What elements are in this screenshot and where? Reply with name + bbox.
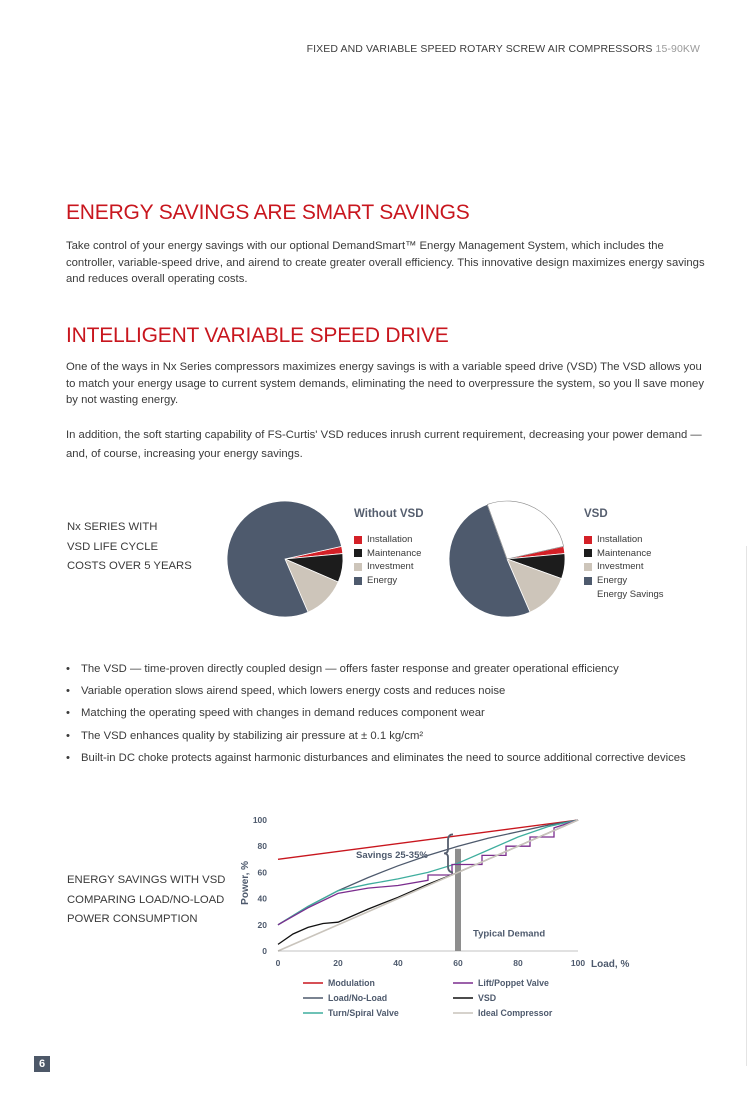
x-tick-label: 80	[513, 958, 523, 968]
x-tick-label: 60	[453, 958, 463, 968]
legend-item-investment	[354, 560, 421, 574]
legend-label: Installation	[597, 534, 643, 546]
page-number: 6	[34, 1056, 50, 1072]
legend-item-installation	[584, 533, 664, 547]
y-tick-label: 80	[257, 841, 267, 852]
legend-item-maintenance	[354, 547, 421, 561]
bullet-dot: •	[66, 685, 70, 698]
x-tick-label: 100	[570, 958, 586, 968]
energy-savings-heading: ENERGY SAVINGS ARE SMART SAVINGS	[66, 201, 470, 224]
legend-label-turn-spiral-valve: Turn/Spiral Valve	[328, 1008, 399, 1018]
pie-chart-without-vsd	[220, 494, 350, 624]
y-tick-label: 0	[262, 946, 267, 956]
header-title: FIXED AND VARIABLE SPEED ROTARY SCREW AIR COMPRESSORS	[306, 43, 653, 55]
y-tick-label: 100	[252, 815, 267, 825]
legend-swatch	[354, 563, 362, 571]
x-tick-label: 40	[393, 958, 403, 968]
legend-swatch	[584, 549, 592, 557]
legend-label: Energy	[367, 575, 398, 587]
vsd-heading: INTELLIGENT VARIABLE SPEED DRIVE	[66, 324, 449, 347]
x-tick-label: 0	[275, 958, 281, 968]
y-tick-label: 60	[257, 867, 267, 878]
feature-text: Built-in DC choke protects against harmonic disturbances and eliminates the need to source additional corrective devices	[81, 751, 686, 764]
typical-demand-annotation: Typical Demand	[473, 928, 546, 940]
legend-item-energy-savings	[584, 587, 664, 601]
series-line-turn-spiral-valve	[278, 820, 578, 925]
feature-item	[66, 730, 686, 752]
legend-label-ideal-compressor: Ideal Compressor	[478, 1008, 553, 1018]
legend-label-vsd: VSD	[478, 993, 497, 1003]
feature-item	[66, 752, 686, 774]
legend-item-energy	[584, 574, 664, 588]
legend-swatch	[584, 563, 592, 571]
legend-item-maintenance	[584, 547, 664, 561]
legend-swatch	[354, 549, 362, 557]
lifecycle-label: Nx SERIES WITH VSD LIFE CYCLE COSTS OVER 5 YEARS	[67, 521, 192, 572]
legend-item-investment	[584, 560, 664, 574]
energy-comparison-label: ENERGY SAVINGS WITH VSD COMPARING LOAD/NO-LOAD POWER CONSUMPTION	[67, 874, 226, 925]
bullet-dot: •	[66, 707, 70, 720]
legend-label: Maintenance	[367, 547, 422, 559]
legend-item-energy	[354, 574, 421, 588]
feature-item	[66, 707, 686, 729]
feature-list	[66, 663, 686, 774]
power-load-chart	[230, 808, 650, 1033]
feature-text: Variable operation slows airend speed, which lowers energy costs and reduces noise	[81, 685, 506, 698]
legend-item-installation	[354, 533, 421, 547]
legend-swatch	[354, 536, 362, 544]
legend-label: Maintenance	[597, 547, 652, 559]
feature-text: The VSD enhances quality by stabilizing air pressure at ± 0.1 kg/cm²	[81, 729, 424, 742]
feature-text: The VSD — time-proven directly coupled design — offers faster response and greater operational efficiency	[81, 663, 619, 675]
page-header	[307, 43, 700, 55]
bullet-dot: •	[66, 751, 70, 764]
legend-swatch	[584, 536, 592, 544]
legend-label-modulation: Modulation	[328, 978, 375, 988]
legend-vsd	[584, 533, 664, 601]
vsd-body-1: One of the ways in Nx Series compressors maximizes energy savings is with a variable speed drive (VSD) The VSD allows you to match your energy usage to current system demands, eliminating the need to overpressure the system, so you ll save money by not wasting energy.	[66, 361, 704, 406]
energy-savings-body: Take control of your energy savings with our optional DemandSmart™ Energy Management System, which includes the controller, variable-speed drive, and airend to create greater overall efficiency. This innovative design maximizes energy savings and reduces overall operating costs.	[66, 240, 705, 285]
legend-label: Investment	[597, 561, 644, 573]
y-tick-label: 40	[257, 893, 267, 904]
legend-label: Investment	[367, 561, 414, 573]
vsd-body-2: In addition, the soft starting capability of FS-Curtis' VSD reduces inrush current requirement, decreasing your power demand — and, of course, increasing your energy savings.	[66, 429, 702, 460]
legend-swatch	[584, 577, 592, 585]
feature-text: Matching the operating speed with changes in demand reduces component wear	[81, 707, 485, 720]
legend-label-lift-poppet-valve: Lift/Poppet Valve	[478, 978, 549, 988]
legend-swatch	[354, 577, 362, 585]
pie-chart-vsd	[442, 494, 572, 624]
pie-title-without-vsd: Without VSD	[354, 508, 424, 520]
series-line-vsd	[278, 820, 578, 944]
y-tick-label: 20	[257, 919, 267, 930]
x-tick-label: 20	[333, 958, 343, 968]
legend-label-load-no-load: Load/No-Load	[328, 993, 388, 1003]
page-edge-rule	[746, 546, 747, 1066]
pie-title-vsd: VSD	[584, 508, 608, 520]
bullet-dot: •	[66, 663, 70, 675]
legend-label: Installation	[367, 534, 413, 546]
legend-label: Energy	[597, 575, 628, 587]
bullet-dot: •	[66, 729, 70, 742]
legend-label: Energy Savings	[597, 588, 664, 600]
feature-item	[66, 663, 686, 685]
feature-item	[66, 685, 686, 707]
y-axis-label: Power, %	[240, 860, 251, 905]
legend-without-vsd	[354, 533, 421, 587]
savings-annotation: Savings 25-35%	[356, 849, 428, 861]
header-range: 15-90KW	[655, 43, 700, 55]
x-axis-label: Load, %	[591, 959, 630, 970]
